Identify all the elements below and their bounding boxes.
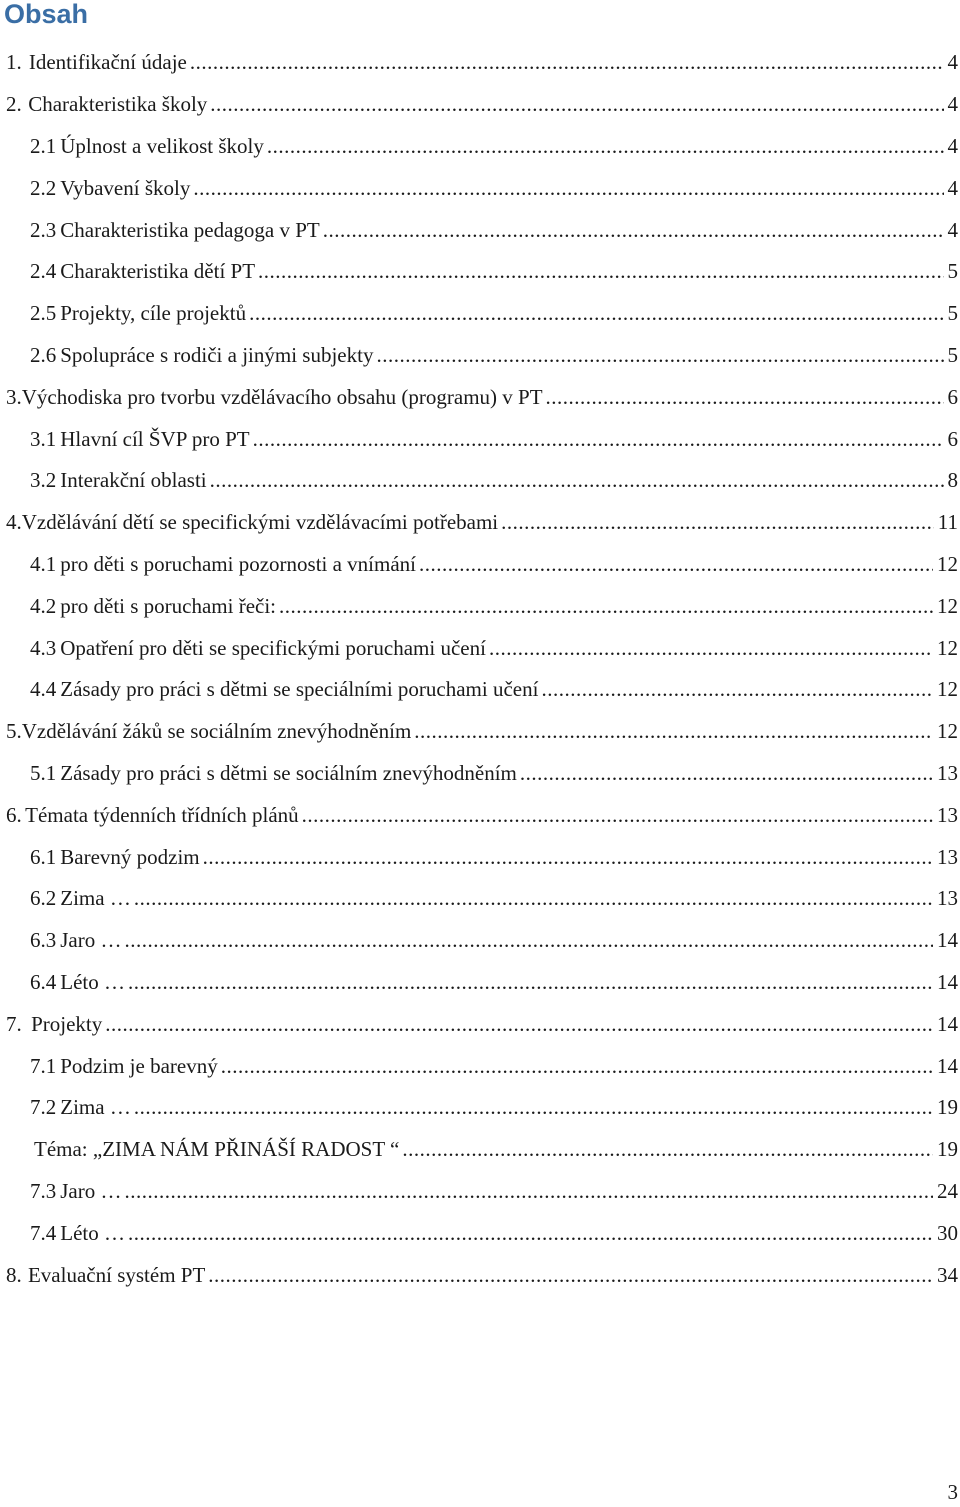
toc-dot-leader bbox=[489, 636, 933, 661]
toc-entry[interactable] bbox=[0, 126, 960, 168]
toc-entry-page: 13 bbox=[937, 760, 958, 785]
toc-entry-title: Témata týdenních třídních plánů bbox=[25, 802, 299, 827]
toc-entry[interactable] bbox=[0, 711, 960, 753]
toc-entry-title: pro děti s poruchami pozornosti a vnímání bbox=[60, 551, 417, 576]
toc-entry-page: 19 bbox=[937, 1095, 958, 1120]
toc-entry-title: Léto … bbox=[60, 1220, 125, 1245]
toc-dot-leader bbox=[302, 803, 933, 828]
toc-dot-leader bbox=[128, 1221, 933, 1246]
toc-entry[interactable] bbox=[0, 1212, 960, 1254]
toc-entry[interactable] bbox=[0, 335, 960, 377]
toc-entry-page: 11 bbox=[937, 510, 958, 535]
toc-entry[interactable] bbox=[0, 167, 960, 209]
toc-entry-number: 4.3 bbox=[30, 635, 57, 660]
toc-entry[interactable] bbox=[0, 502, 960, 544]
toc-entry-page: 13 bbox=[937, 844, 958, 869]
toc-entry-page: 4 bbox=[947, 133, 958, 158]
toc-entry-title: Interakční oblasti bbox=[60, 468, 207, 493]
toc-entry[interactable] bbox=[0, 376, 960, 418]
toc-entry-page: 5 bbox=[947, 259, 958, 284]
toc-dot-leader bbox=[501, 510, 934, 535]
toc-entry[interactable] bbox=[0, 418, 960, 460]
toc-entry-title: Jaro … bbox=[60, 1178, 122, 1203]
toc-entry-title: pro děti s poruchami řeči: bbox=[60, 593, 277, 618]
toc-entry[interactable] bbox=[0, 1087, 960, 1129]
toc-entry[interactable] bbox=[0, 293, 960, 335]
toc-dot-leader bbox=[402, 1137, 933, 1162]
toc-entry-number: 6.3 bbox=[30, 928, 57, 953]
toc-entry-title: Jaro … bbox=[60, 928, 122, 953]
toc-entry-title: Identifikační údaje bbox=[28, 50, 187, 75]
toc-dot-leader bbox=[419, 552, 933, 577]
toc-entry-title: Spolupráce s rodiči a jinými subjekty bbox=[60, 342, 374, 367]
toc-entry-number: 2. bbox=[6, 92, 22, 117]
toc-dot-leader bbox=[279, 594, 933, 619]
toc-dot-leader bbox=[190, 50, 944, 75]
toc-entry-title: Zima … bbox=[60, 1095, 131, 1120]
toc-entry[interactable] bbox=[0, 544, 960, 586]
toc-entry-number: 6.2 bbox=[30, 886, 57, 911]
toc-dot-leader bbox=[134, 886, 933, 911]
toc-entry-number: 6.4 bbox=[30, 969, 57, 994]
toc-dot-leader bbox=[376, 343, 943, 368]
toc-title: Obsah bbox=[4, 0, 89, 29]
toc-entry-number: 3.1 bbox=[30, 426, 57, 451]
toc-entry-title: Hlavní cíl ŠVP pro PT bbox=[60, 426, 250, 451]
toc-entry-title: Opatření pro děti se specifickými poruchami učení bbox=[60, 635, 486, 660]
toc-entry[interactable] bbox=[0, 836, 960, 878]
toc-entry-page: 12 bbox=[937, 635, 958, 660]
toc-entry-page: 14 bbox=[937, 1011, 958, 1036]
toc-entry-page: 4 bbox=[947, 50, 958, 75]
toc-entry-number: 6. bbox=[6, 802, 22, 827]
toc-entry-title: Projekty bbox=[31, 1011, 103, 1036]
toc-entry-title: Zásady pro práci s dětmi se sociálním znevýhodněním bbox=[60, 760, 517, 785]
toc-entry-page: 14 bbox=[937, 928, 958, 953]
toc-entry-title: Charakteristika školy bbox=[28, 92, 208, 117]
toc-entry-number: 3.2 bbox=[30, 468, 57, 493]
toc-entry-number: 4.4 bbox=[30, 677, 57, 702]
toc-entry[interactable] bbox=[0, 1254, 960, 1296]
toc-entry[interactable] bbox=[0, 251, 960, 293]
toc-entry-title: Charakteristika pedagoga v PT bbox=[60, 217, 320, 242]
toc-entry-number: 8. bbox=[6, 1262, 22, 1287]
toc-entry-page: 4 bbox=[947, 175, 958, 200]
toc-dot-leader bbox=[105, 1012, 933, 1037]
toc-entry-page: 12 bbox=[937, 593, 958, 618]
toc-entry-title: Evaluační systém PT bbox=[27, 1262, 206, 1287]
toc-entry-number: 7.3 bbox=[30, 1178, 57, 1203]
toc-dot-leader bbox=[125, 1179, 934, 1204]
toc-dot-leader bbox=[134, 1095, 933, 1120]
toc-dot-leader bbox=[253, 427, 944, 452]
toc-entry-title: Projekty, cíle projektů bbox=[60, 301, 247, 326]
toc-entry[interactable] bbox=[0, 753, 960, 795]
toc-entry-number: 6.1 bbox=[30, 844, 57, 869]
toc-entry[interactable] bbox=[0, 962, 960, 1004]
toc-entry-page: 4 bbox=[947, 92, 958, 117]
toc-entry[interactable] bbox=[0, 84, 960, 126]
toc-entry-page: 14 bbox=[937, 1053, 958, 1078]
toc-entry-title: Vybavení školy bbox=[60, 175, 191, 200]
toc-entry-number: 7.4 bbox=[30, 1220, 57, 1245]
toc-entry-title: Úplnost a velikost školy bbox=[60, 133, 264, 158]
toc-entry[interactable] bbox=[0, 920, 960, 962]
toc-entry-number: 3. bbox=[6, 384, 22, 409]
toc-entry-number: 5. bbox=[6, 719, 22, 744]
toc-entry[interactable] bbox=[0, 1171, 960, 1213]
toc-entry[interactable] bbox=[0, 794, 960, 836]
toc-entry-title: Zásady pro práci s dětmi se speciálními poruchami učení bbox=[60, 677, 539, 702]
toc-entry-page: 4 bbox=[947, 217, 958, 242]
toc-entry-number: 7.2 bbox=[30, 1095, 57, 1120]
toc-dot-leader bbox=[249, 301, 943, 326]
toc-entry[interactable] bbox=[0, 627, 960, 669]
toc-dot-leader bbox=[520, 761, 933, 786]
toc-entry-number: 4.2 bbox=[30, 593, 57, 618]
toc-entry-page: 5 bbox=[947, 342, 958, 367]
toc-entry[interactable] bbox=[0, 1045, 960, 1087]
toc-dot-leader bbox=[193, 176, 943, 201]
toc-entry[interactable] bbox=[0, 585, 960, 627]
toc-entry-page: 12 bbox=[937, 551, 958, 576]
toc-entry[interactable] bbox=[0, 209, 960, 251]
toc-entry-number: 7. bbox=[6, 1011, 22, 1036]
toc-entry-title: Charakteristika dětí PT bbox=[60, 259, 256, 284]
toc-entry-number: 5.1 bbox=[30, 760, 57, 785]
toc-entry-number: 4.1 bbox=[30, 551, 57, 576]
toc-entry-page: 6 bbox=[947, 384, 958, 409]
toc-dot-leader bbox=[221, 1054, 933, 1079]
toc-entry-title: Vzdělávání žáků se sociálním znevýhodněním bbox=[21, 719, 412, 744]
toc-entry-page: 13 bbox=[937, 886, 958, 911]
toc-dot-leader bbox=[208, 1263, 933, 1288]
toc-dot-leader bbox=[414, 719, 933, 744]
toc-dot-leader bbox=[267, 134, 944, 159]
toc-dot-leader bbox=[541, 677, 933, 702]
toc-dot-leader bbox=[546, 385, 944, 410]
toc-entry-page: 19 bbox=[937, 1137, 958, 1162]
toc-entry-title: Léto … bbox=[60, 969, 125, 994]
toc-dot-leader bbox=[210, 468, 944, 493]
toc-entry-number: 4. bbox=[6, 510, 22, 535]
toc-entry-title: Téma: „ZIMA NÁM PŘINÁŠÍ RADOST “ bbox=[34, 1137, 400, 1162]
toc-dot-leader bbox=[125, 928, 934, 953]
toc-dot-leader bbox=[323, 218, 944, 243]
toc-entry-number: 2.6 bbox=[30, 342, 57, 367]
table-of-contents bbox=[0, 42, 960, 1296]
toc-entry-page: 5 bbox=[947, 301, 958, 326]
toc-entry-number: 2.2 bbox=[30, 175, 57, 200]
toc-entry[interactable] bbox=[0, 1003, 960, 1045]
toc-entry[interactable] bbox=[0, 1129, 960, 1171]
toc-entry[interactable] bbox=[0, 460, 960, 502]
toc-entry-page: 34 bbox=[937, 1262, 958, 1287]
toc-entry-title: Vzdělávání dětí se specifickými vzdělávacími potřebami bbox=[21, 510, 499, 535]
toc-entry-number: 2.3 bbox=[30, 217, 57, 242]
toc-entry-page: 12 bbox=[937, 677, 958, 702]
toc-entry-page: 12 bbox=[937, 719, 958, 744]
toc-entry-page: 13 bbox=[937, 802, 958, 827]
toc-entry-number: 7.1 bbox=[30, 1053, 57, 1078]
toc-entry-number: 2.1 bbox=[30, 133, 57, 158]
toc-entry-page: 8 bbox=[947, 468, 958, 493]
toc-entry-number: 1. bbox=[6, 50, 22, 75]
toc-entry-number: 2.4 bbox=[30, 259, 57, 284]
toc-entry-page: 30 bbox=[937, 1220, 958, 1245]
page-number: 3 bbox=[947, 1480, 958, 1504]
toc-entry-title: Zima … bbox=[60, 886, 131, 911]
toc-entry[interactable] bbox=[0, 878, 960, 920]
toc-entry-page: 6 bbox=[947, 426, 958, 451]
toc-dot-leader bbox=[210, 92, 943, 117]
toc-entry-title: Podzim je barevný bbox=[60, 1053, 218, 1078]
toc-dot-leader bbox=[128, 970, 933, 995]
toc-entry-page: 14 bbox=[937, 969, 958, 994]
toc-dot-leader bbox=[258, 259, 943, 284]
toc-dot-leader bbox=[203, 845, 933, 870]
toc-entry[interactable] bbox=[0, 669, 960, 711]
toc-entry-title: Východiska pro tvorbu vzdělávacího obsahu (programu) v PT bbox=[21, 384, 543, 409]
toc-entry-number: 2.5 bbox=[30, 301, 57, 326]
toc-entry-page: 24 bbox=[937, 1178, 958, 1203]
toc-entry-title: Barevný podzim bbox=[60, 844, 200, 869]
toc-entry[interactable] bbox=[0, 42, 960, 84]
